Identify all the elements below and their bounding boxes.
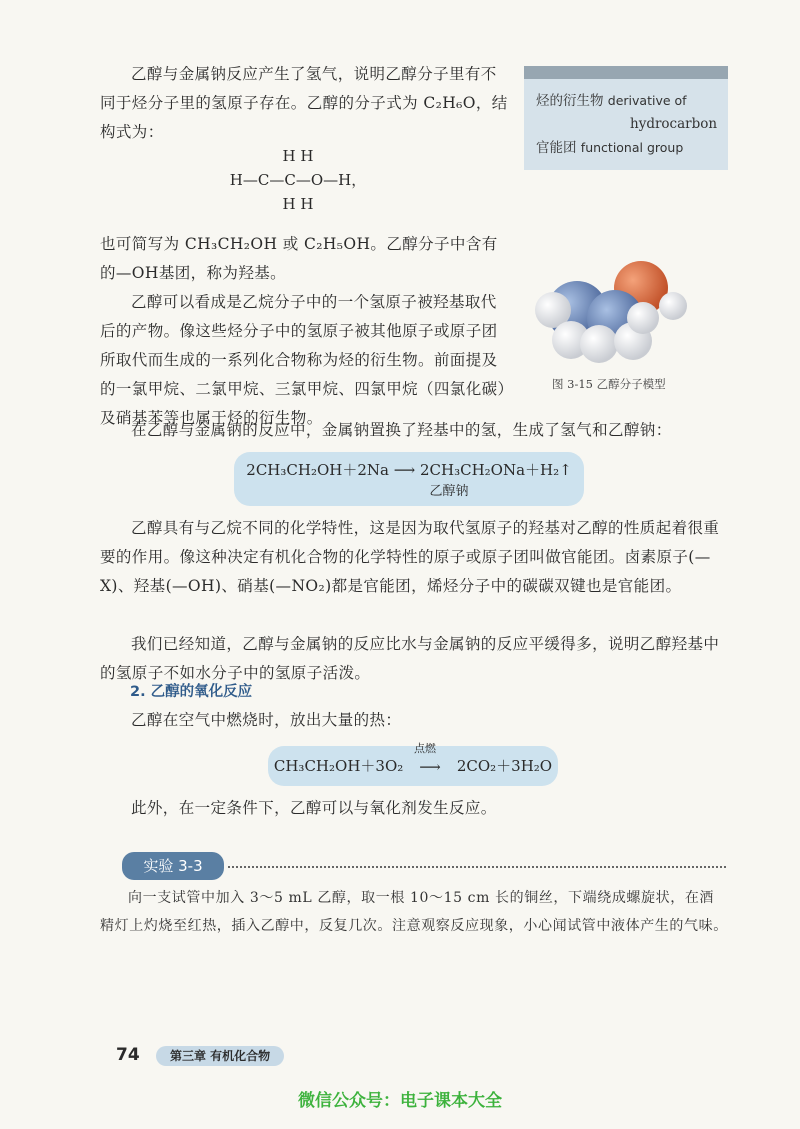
sidebar-top-bar bbox=[524, 66, 728, 79]
experiment-tab: 实验 3-3 bbox=[122, 852, 224, 880]
equation-combustion-condition: 点燃 bbox=[414, 742, 437, 755]
term-derivative-en-2: hydrocarbon bbox=[630, 116, 718, 132]
equation-combustion-left: CH₃CH₂OH＋3O₂ bbox=[273, 757, 404, 775]
paragraph-reactivity: 我们已经知道，乙醇与金属钠的反应比水与金属钠的反应平缓得多，说明乙醇羟基中的氢原子不如水分子中的氢原子活泼。 bbox=[100, 635, 720, 682]
term-functional-group-en: functional group bbox=[580, 140, 684, 155]
experiment-divider bbox=[228, 866, 726, 868]
paragraph-derivatives: 乙醇可以看成是乙烷分子中的一个氢原子被羟基取代后的产物。像这些烃分子中的氢原子被其他原子或原子团所取代而生成的一系列化合物称为烃的衍生物。前面提及的一氯甲烷、二氯甲烷、三氯甲烷、四氯甲烷（四氯化碳）及硝基苯等也属于烃的衍生物。 bbox=[100, 293, 506, 427]
chapter-label: 第三章 有机化合物 bbox=[156, 1046, 284, 1066]
equation-combustion-right: 2CO₂＋3H₂O bbox=[456, 757, 553, 775]
paragraph-oxidant: 此外，在一定条件下，乙醇可以与氧化剂发生反应。 bbox=[131, 799, 497, 817]
glossary-sidebar bbox=[524, 66, 728, 170]
structural-formula bbox=[228, 144, 368, 216]
formula-bottom-h: H H bbox=[282, 195, 314, 213]
hydrogen-atom bbox=[580, 325, 618, 363]
term-derivative-en: derivative of bbox=[607, 93, 687, 108]
paragraph-ethanol-hydrogen: 乙醇与金属钠反应产生了氢气，说明乙醇分子里有不同于烃分子里的氢原子存在。乙醇的分子式为 C₂H₆O，结构式为： bbox=[100, 65, 508, 141]
hydrogen-atom bbox=[627, 302, 659, 334]
equation-combustion bbox=[268, 742, 558, 786]
term-derivative-cn: 烃的衍生物 bbox=[536, 93, 604, 109]
term-functional-group-cn: 官能团 bbox=[536, 140, 577, 156]
section-heading-oxidation: 2. 乙醇的氧化反应 bbox=[130, 684, 253, 700]
sodium-ethoxide-label: 乙醇钠 bbox=[429, 484, 469, 499]
experiment-instructions: 向一支试管中加入 3～5 mL 乙醇，取一根 10～15 cm 长的铜丝，下端绕成螺旋状，在酒精灯上灼烧至红热，插入乙醇中，反复几次。注意观察反应现象，小心闻试管中液体产生的气味。 bbox=[100, 890, 728, 934]
paragraph-functional-groups: 乙醇具有与乙烷不同的化学特性，这是因为取代氢原子的羟基对乙醇的性质起着很重要的作用。像这种决定有机化合物的化学特性的原子或原子团叫做官能团。卤素原子(—X)、羟基(—OH)、硝基(—NO₂)都是官能团，烯烃分子中的碳碳双键也是官能团。 bbox=[100, 519, 720, 595]
formula-top-h: H H bbox=[282, 147, 314, 165]
figure-caption: 图 3-15 乙醇分子模型 bbox=[552, 377, 666, 391]
page-number: 74 bbox=[116, 1045, 140, 1065]
reaction-arrow-icon: ⟶ bbox=[419, 758, 441, 776]
paragraph-simplified-formula: 也可简写为 CH₃CH₂OH 或 C₂H₅OH。乙醇分子中含有的—OH基团，称为羟基。 bbox=[100, 235, 498, 282]
ethanol-molecule-model bbox=[535, 256, 705, 366]
equation-ethanol-sodium-text: 2CH₃CH₂OH＋2Na ⟶ 2CH₃CH₂ONa＋H₂↑ bbox=[246, 461, 572, 479]
watermark-text: 微信公众号：电子课本大全 bbox=[298, 1091, 502, 1111]
equation-ethanol-sodium bbox=[234, 452, 584, 506]
equation-combustion-arrow bbox=[408, 742, 452, 776]
paragraph-combustion: 乙醇在空气中燃烧时，放出大量的热： bbox=[131, 711, 402, 729]
glossary-term-functional-group bbox=[524, 136, 728, 160]
formula-main-row: H—C—C—O—H， bbox=[229, 171, 367, 189]
paragraph-sodium-reaction: 在乙醇与金属钠的反应中，金属钠置换了羟基中的氢，生成了氢气和乙醇钠： bbox=[131, 421, 672, 439]
hydrogen-atom bbox=[659, 292, 687, 320]
glossary-term-derivative bbox=[524, 79, 728, 113]
